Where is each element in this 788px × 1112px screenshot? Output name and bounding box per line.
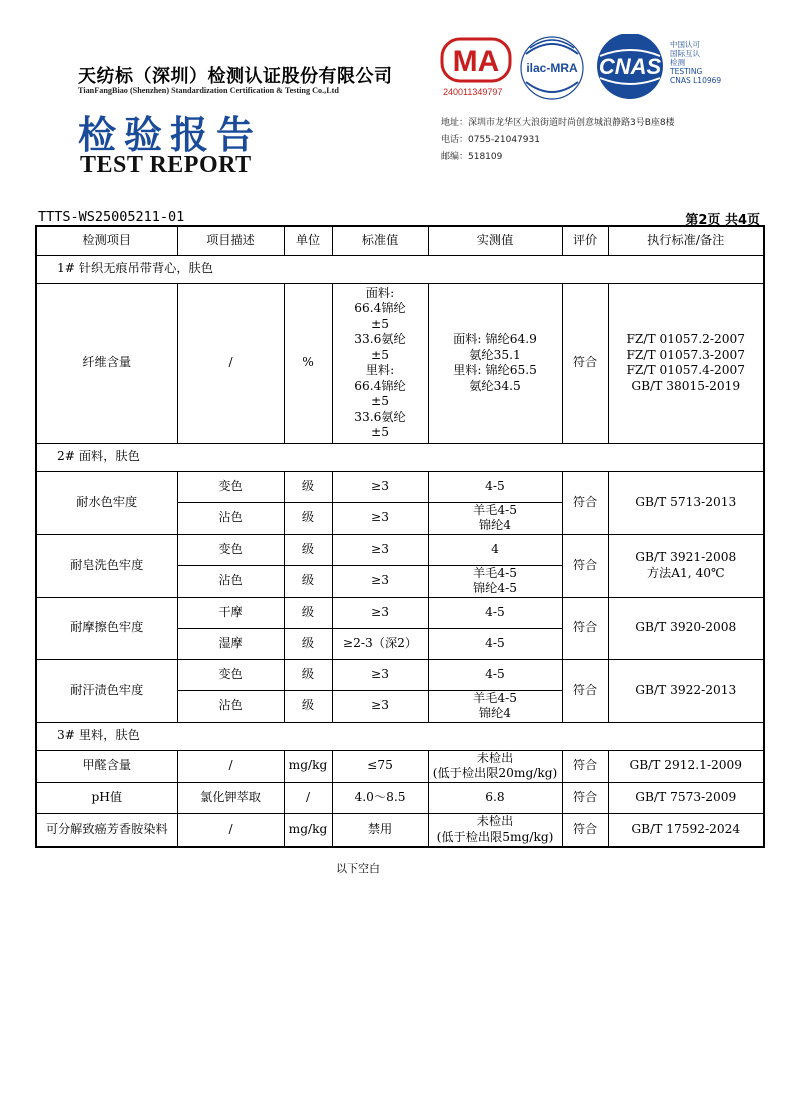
unit-cell: mg/kg xyxy=(284,813,332,847)
header-cell: 检测项目 xyxy=(36,226,177,255)
section-title: 2# 面料，肤色 xyxy=(36,443,764,471)
table-row xyxy=(36,782,764,813)
blank-below-text: 以下空白 xyxy=(336,862,380,875)
measured-cell: 4 xyxy=(428,534,562,565)
cnas-side-line: CNAS L10969 xyxy=(670,76,722,85)
ma-logo xyxy=(442,39,510,81)
table-row xyxy=(36,597,764,628)
method-cell: GB/T 5713-2013 xyxy=(608,471,764,534)
standard-cell: 面料: 66.4锦纶 ±5 33.6氨纶 ±5 里料: 66.4锦纶 ±5 33.6氨纶 ±5 xyxy=(332,283,428,443)
result-cell: 符合 xyxy=(562,471,608,534)
header-cell: 标准值 xyxy=(332,226,428,255)
standard-cell: ≥3 xyxy=(332,471,428,502)
table-row xyxy=(36,283,764,443)
measured-cell: 4-5 xyxy=(428,471,562,502)
measured-cell: 未检出 (低于检出限20mg/kg) xyxy=(428,750,562,782)
table-row xyxy=(36,813,764,847)
company-name-cn: 天纺标（深圳）检测认证股份有限公司 xyxy=(78,66,393,87)
desc-cell: 变色 xyxy=(177,471,284,502)
item-cell: 耐水色牢度 xyxy=(36,471,177,534)
standard-cell: ≥3 xyxy=(332,502,428,534)
table-row xyxy=(36,534,764,565)
measured-cell: 4-5 xyxy=(428,597,562,628)
end-divider xyxy=(178,846,538,847)
unit-cell: 级 xyxy=(284,597,332,628)
method-cell: GB/T 3921-2008 方法A1, 40℃ xyxy=(608,534,764,597)
cnas-logo xyxy=(597,34,663,99)
item-cell: 甲醛含量 xyxy=(36,750,177,782)
report-title-en: TEST REPORT xyxy=(80,152,252,178)
standard-cell: ≤75 xyxy=(332,750,428,782)
method-cell: GB/T 3920-2008 xyxy=(608,597,764,659)
section-title: 1# 针织无痕吊带背心，肤色 xyxy=(36,255,764,283)
section-row xyxy=(36,722,764,750)
item-cell: pH值 xyxy=(36,782,177,813)
unit-cell: 级 xyxy=(284,502,332,534)
unit-cell: 级 xyxy=(284,534,332,565)
standard-cell: ≥3 xyxy=(332,659,428,690)
report-title-cn: 检验报告 xyxy=(78,112,263,157)
result-cell: 符合 xyxy=(562,813,608,847)
method-cell: GB/T 7573-2009 xyxy=(608,782,764,813)
item-cell: 耐皂洗色牢度 xyxy=(36,534,177,597)
standard-cell: ≥2-3（深2） xyxy=(332,628,428,659)
cnas-side-line: 中国认可 xyxy=(670,40,700,49)
ma-number: 240011349797 xyxy=(443,87,503,97)
desc-cell: 变色 xyxy=(177,659,284,690)
header-cell: 实测值 xyxy=(428,226,562,255)
cnas-logo-text: CNAS xyxy=(598,54,662,79)
result-cell: 符合 xyxy=(562,534,608,597)
method-cell: GB/T 17592-2024 xyxy=(608,813,764,847)
section-row xyxy=(36,443,764,471)
table-header-row xyxy=(36,226,764,255)
table-row xyxy=(36,750,764,782)
cnas-side-text xyxy=(670,40,721,85)
measured-cell: 4-5 xyxy=(428,628,562,659)
header-cell: 评价 xyxy=(562,226,608,255)
unit-cell: 级 xyxy=(284,659,332,690)
measured-cell: 6.8 xyxy=(428,782,562,813)
measured-cell: 羊毛4-5 锦纶4 xyxy=(428,502,562,534)
contact-info xyxy=(441,115,675,166)
desc-cell: 氯化钾萃取 xyxy=(177,782,284,813)
cnas-side-line: TESTING xyxy=(670,67,703,76)
header-cell: 执行标准/备注 xyxy=(608,226,764,255)
measured-cell: 羊毛4-5 锦纶4 xyxy=(428,690,562,722)
measured-cell: 4-5 xyxy=(428,659,562,690)
company-name-en: TianFangBiao (Shenzhen) Standardization Certification & Testing Co.,Ltd xyxy=(78,86,339,95)
unit-cell: 级 xyxy=(284,628,332,659)
item-cell: 纤维含量 xyxy=(36,283,177,443)
ma-logo-text: MA xyxy=(452,45,500,78)
phone: 电话：0755-21047931 xyxy=(441,135,540,145)
table-row xyxy=(36,471,764,502)
desc-cell: 湿摩 xyxy=(177,628,284,659)
unit-cell: 级 xyxy=(284,690,332,722)
measured-cell: 未检出 (低于检出限5mg/kg) xyxy=(428,813,562,847)
standard-cell: ≥3 xyxy=(332,534,428,565)
table-row xyxy=(36,659,764,690)
cnas-side-line: 检测 xyxy=(670,58,685,67)
result-cell: 符合 xyxy=(562,750,608,782)
method-cell: GB/T 3922-2013 xyxy=(608,659,764,722)
desc-cell: 沾色 xyxy=(177,502,284,534)
measured-cell: 面料: 锦纶64.9 氨纶35.1 里料: 锦纶65.5 氨纶34.5 xyxy=(428,283,562,443)
unit-cell: mg/kg xyxy=(284,750,332,782)
cnas-side-line: 国际互认 xyxy=(670,49,700,58)
standard-cell: 4.0～8.5 xyxy=(332,782,428,813)
result-cell: 符合 xyxy=(562,782,608,813)
desc-cell: / xyxy=(177,750,284,782)
desc-cell: 沾色 xyxy=(177,565,284,597)
ilac-mra-logo xyxy=(521,37,583,99)
standard-cell: ≥3 xyxy=(332,565,428,597)
item-cell: 耐摩擦色牢度 xyxy=(36,597,177,659)
unit-cell: / xyxy=(284,782,332,813)
result-cell: 符合 xyxy=(562,283,608,443)
result-cell: 符合 xyxy=(562,659,608,722)
desc-cell: / xyxy=(177,813,284,847)
postcode: 邮编：518109 xyxy=(441,152,503,162)
item-cell: 耐汗渍色牢度 xyxy=(36,659,177,722)
test-results-table xyxy=(35,225,765,848)
desc-cell: / xyxy=(177,283,284,443)
measured-cell: 羊毛4-5 锦纶4-5 xyxy=(428,565,562,597)
desc-cell: 干摩 xyxy=(177,597,284,628)
section-row xyxy=(36,255,764,283)
address: 地址：深圳市龙华区大浪街道时尚创意城浪静路3号B座8楼 xyxy=(441,118,675,128)
unit-cell: % xyxy=(284,283,332,443)
unit-cell: 级 xyxy=(284,565,332,597)
header-cell: 项目描述 xyxy=(177,226,284,255)
ilac-logo-text: ilac-MRA xyxy=(526,61,578,75)
page-info: 第2页 共4页 xyxy=(685,213,760,228)
desc-cell: 沾色 xyxy=(177,690,284,722)
standard-cell: ≥3 xyxy=(332,597,428,628)
report-number: TTTS-WS25005211-01 xyxy=(38,209,185,225)
standard-cell: ≥3 xyxy=(332,690,428,722)
standard-cell: 禁用 xyxy=(332,813,428,847)
desc-cell: 变色 xyxy=(177,534,284,565)
section-title: 3# 里料，肤色 xyxy=(36,722,764,750)
result-cell: 符合 xyxy=(562,597,608,659)
method-cell: GB/T 2912.1-2009 xyxy=(608,750,764,782)
unit-cell: 级 xyxy=(284,471,332,502)
item-cell: 可分解致癌芳香胺染料 xyxy=(36,813,177,847)
header-cell: 单位 xyxy=(284,226,332,255)
method-cell: FZ/T 01057.2-2007 FZ/T 01057.3-2007 FZ/T 01057.4-2007 GB/T 38015-2019 xyxy=(608,283,764,443)
